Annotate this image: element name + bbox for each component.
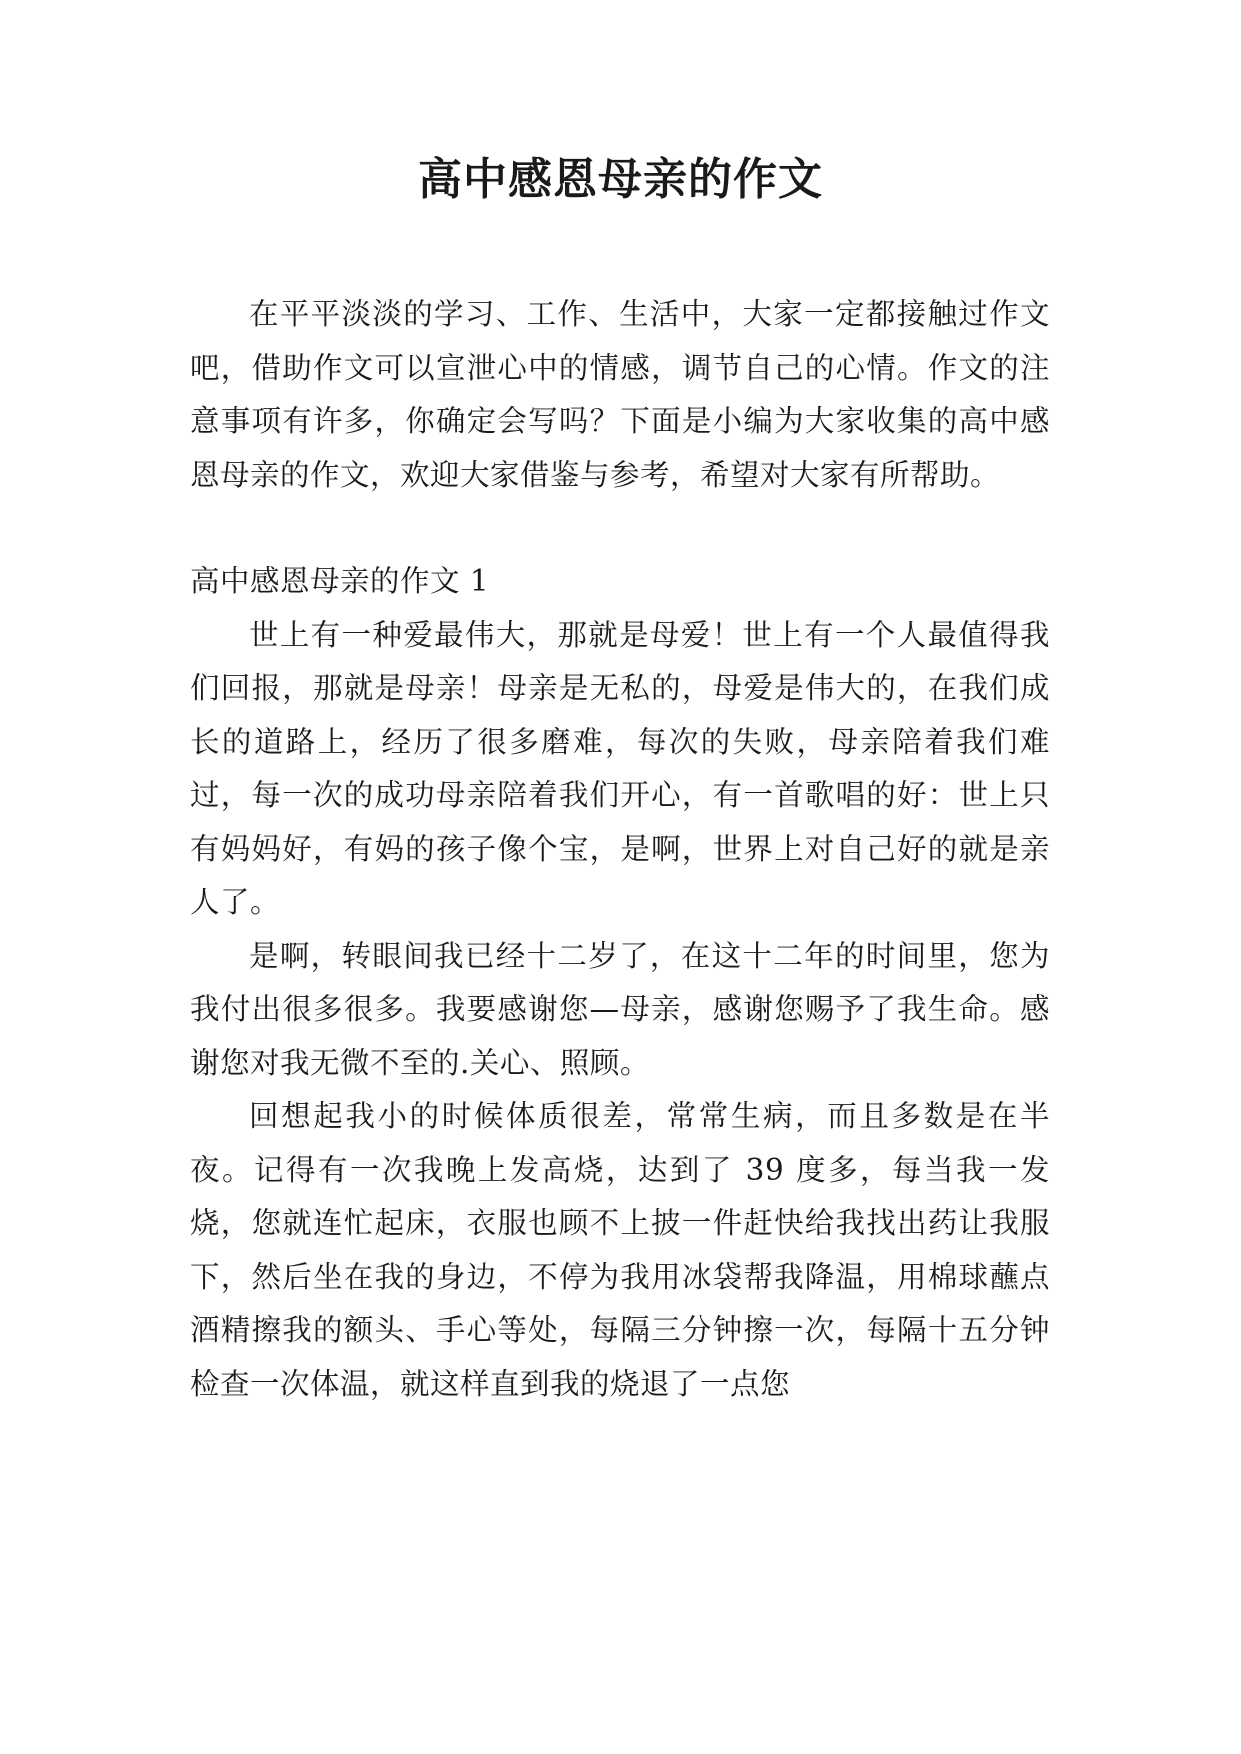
document-title: 高中感恩母亲的作文 [418, 154, 823, 205]
body-paragraph-2: 是啊，转眼间我已经十二岁了，在这十二年的时间里，您为我付出很多很多。我要感谢您—母亲，感谢您赐予了我生命。感谢您对我无微不至的.关心、照顾。 [190, 938, 1050, 1080]
document-body [190, 288, 1050, 1411]
body-paragraph-1: 世上有一种爱最伟大，那就是母爱！世上有一个人最值得我们回报，那就是母亲！母亲是无私的，母爱是伟大的，在我们成长的道路上，经历了很多磨难，每次的失败，母亲陪着我们难过，每一次的成功母亲陪着我们开心，有一首歌唱的好：世上只有妈妈好，有妈的孩子像个宝，是啊，世界上对自己好的就是亲人了。 [190, 617, 1050, 919]
paragraph-gap [190, 502, 1050, 555]
section-heading: 高中感恩母亲的作文 1 [190, 564, 490, 598]
body-paragraph-3: 回想起我小的时候体质很差，常常生病，而且多数是在半夜。记得有一次我晚上发高烧，达到了 39 度多，每当我一发烧，您就连忙起床，衣服也顾不上披一件赶快给我找出药让我服下，然后坐在我的身边，不停为我用冰袋帮我降温，用棉球蘸点酒精擦我的额头、手心等处，每隔三分钟擦一次，每隔十五分钟检查一次体温，就这样直到我的烧退了一点您 [190, 1099, 1050, 1401]
intro-paragraph: 在平平淡淡的学习、工作、生活中，大家一定都接触过作文吧，借助作文可以宣泄心中的情感，调节自己的心情。作文的注意事项有许多，你确定会写吗？下面是小编为大家收集的高中感恩母亲的作文，欢迎大家借鉴与参考，希望对大家有所帮助。 [190, 297, 1050, 492]
